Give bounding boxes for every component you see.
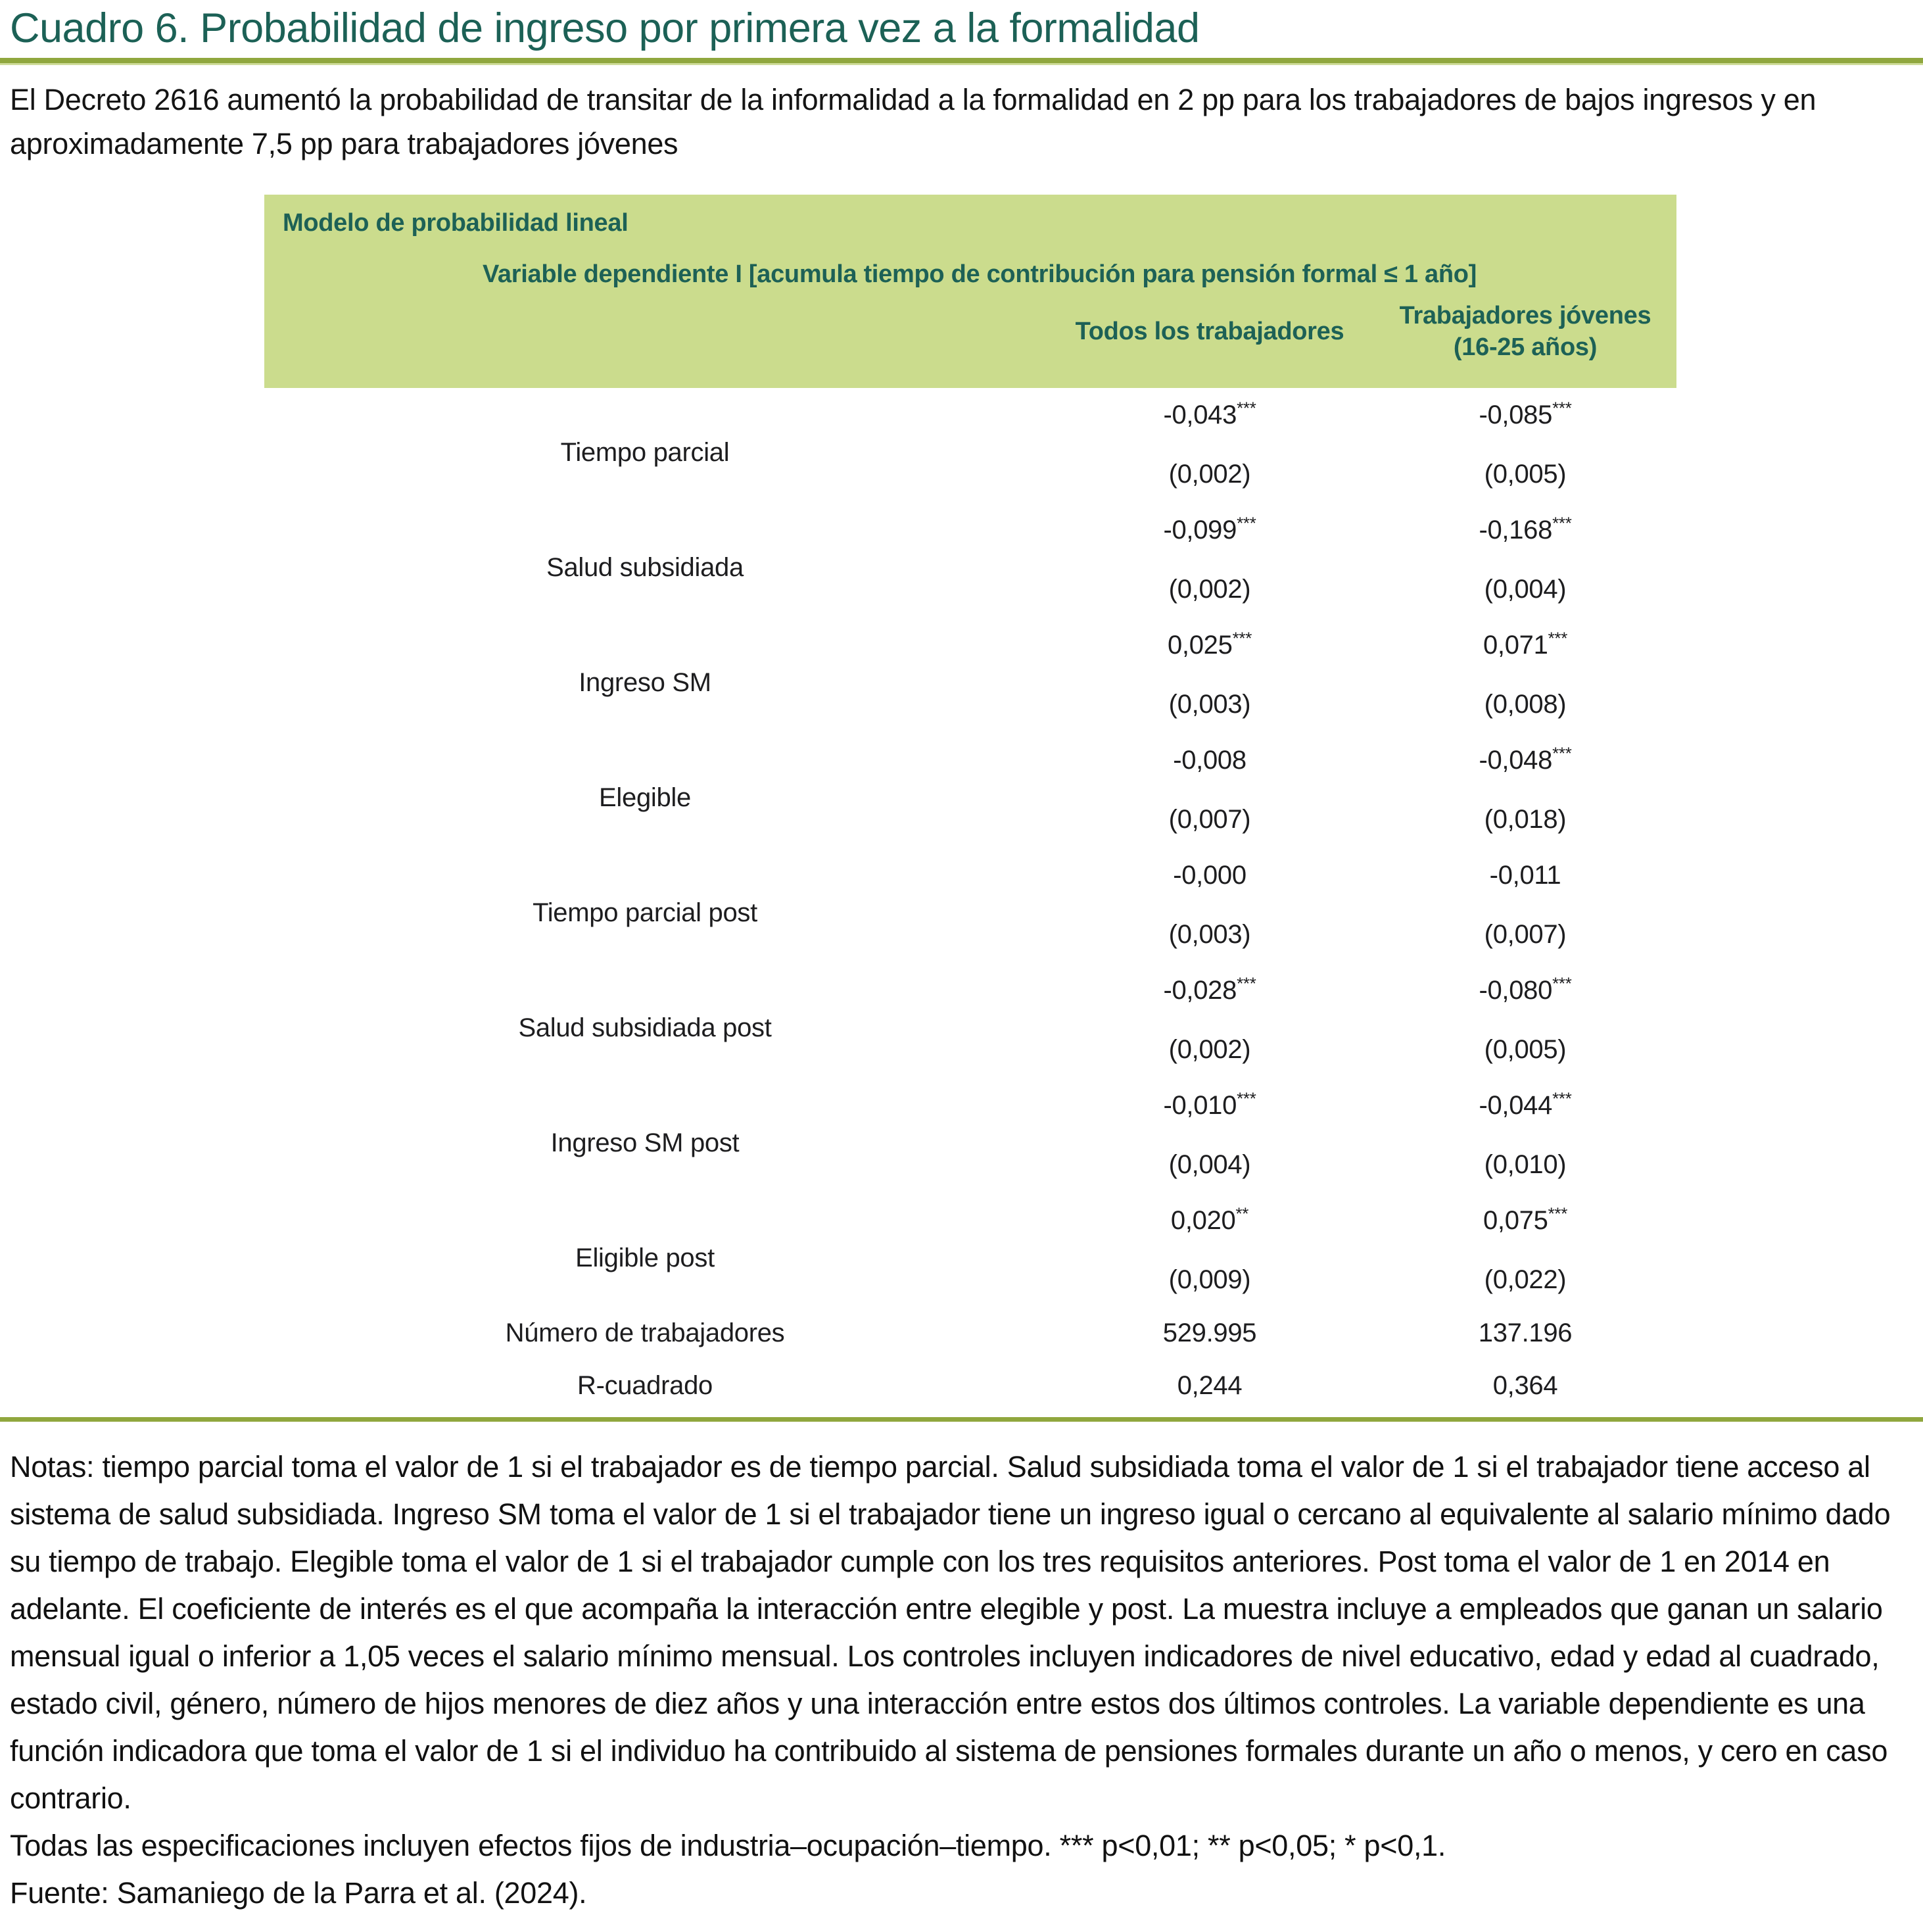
row-label: Salud subsidiada [546, 552, 744, 582]
standard-error: (0,008) [1484, 690, 1567, 719]
table-row [264, 395, 1658, 510]
standard-error: (0,003) [1168, 920, 1251, 949]
coefficient-value: 0,020 [1170, 1206, 1236, 1235]
coefficient-value: -0,010 [1163, 1091, 1237, 1120]
standard-error: (0,002) [1168, 460, 1251, 489]
table-row [264, 740, 1658, 855]
dependent-variable-label: Variable dependiente I [acumula tiempo de contribución para pensión formal ≤ 1 año] [482, 260, 1477, 288]
cell-young-workers: 137.196 [1478, 1318, 1573, 1347]
notes-text: Notas: tiempo parcial toma el valor de 1 si el trabajador es de tiempo parcial. Salud subsidiada toma el valor de 1 si el trabajador tiene acceso al sistema de salud subsidiada. Ingreso SM toma el valor de 1 si el trabajador tiene un ingreso igual o cercano al equivalente al salario mínimo dado su tiempo de trabajo. Elegible toma el valor de 1 si el trabajador cumple con los tres requisitos anteriores. Post toma el valor de 1 en 2014 en adelante. El coeficiente de interés es el que acompaña la interacción entre elegible y post. La muestra incluye a empleados que ganan un salario mensual igual o inferior a 1,05 veces el salario mínimo mensual. Los controles incluyen indicadores de nivel educativo, edad y edad al cuadrado, estado civil, género, número de hijos menores de diez años y una interacción entre estos dos últimos controles. La variable dependiente es una función indicadora que toma el valor de 1 si el individuo ha contribuido al sistema de pensiones formales durante un año o menos, y cero en caso contrario. [10, 1450, 1891, 1815]
standard-error: (0,007) [1168, 805, 1251, 834]
coefficient [1394, 860, 1657, 890]
table-row [264, 1200, 1658, 1315]
cell-young-workers [1394, 855, 1657, 970]
standard-error: (0,009) [1168, 1265, 1251, 1294]
coefficient-value: -0,044 [1479, 1091, 1553, 1120]
coefficient [1394, 745, 1657, 775]
coefficient [1394, 1205, 1657, 1236]
cell-all-workers: 529.995 [1162, 1318, 1257, 1347]
coefficient [1026, 860, 1394, 890]
table-row [264, 510, 1658, 625]
cell-all-workers [1026, 625, 1394, 740]
significance-stars: *** [1552, 1088, 1572, 1109]
row-label: Tiempo parcial [560, 437, 730, 467]
cell-all-workers [1026, 1200, 1394, 1315]
coefficient-value: 0,075 [1483, 1206, 1548, 1235]
significance-stars: *** [1237, 1088, 1256, 1109]
standard-error: (0,010) [1484, 1150, 1567, 1179]
model-label: Modelo de probabilidad lineal [283, 209, 629, 237]
cell-young-workers [1394, 625, 1657, 740]
coefficient-value: -0,011 [1489, 861, 1561, 890]
row-label: Ingreso SM [579, 667, 711, 697]
coefficient-value: -0,099 [1163, 516, 1237, 544]
coefficient [1026, 975, 1394, 1005]
row-label: Eligible post [575, 1243, 715, 1272]
cell-all-workers [1026, 1085, 1394, 1200]
cell-all-workers [1026, 395, 1394, 510]
coefficient [1394, 400, 1657, 430]
standard-error: (0,022) [1484, 1265, 1567, 1294]
summary-row [264, 1315, 1658, 1368]
cell-young-workers: 0,364 [1492, 1371, 1558, 1400]
standard-error: (0,004) [1168, 1150, 1251, 1179]
standard-error: (0,005) [1484, 1035, 1567, 1064]
cell-young-workers [1394, 740, 1657, 855]
standard-error: (0,004) [1484, 575, 1567, 604]
coefficient [1394, 1090, 1657, 1121]
coefficient [1394, 975, 1657, 1005]
row-label: Tiempo parcial post [533, 898, 757, 927]
cell-young-workers [1394, 970, 1657, 1085]
notes-block [10, 1443, 1920, 1917]
coefficient-value: -0,080 [1479, 976, 1553, 1005]
table-row [264, 1085, 1658, 1200]
cell-young-workers [1394, 1200, 1657, 1315]
standard-error: (0,005) [1484, 460, 1567, 489]
source-note: Fuente: Samaniego de la Parra et al. (2024). [10, 1876, 587, 1910]
coefficient-value: -0,000 [1173, 861, 1246, 890]
row-label: Salud subsidiada post [518, 1013, 772, 1042]
coefficient [1026, 515, 1394, 545]
table-header-box [264, 195, 1676, 388]
page-subtitle: El Decreto 2616 aumentó la probabilidad de transitar de la informalidad a la formalidad en 2 pp para los trabajadores de bajos ingresos y en aproximadamente 7,5 pp para trabajadores jóvenes [10, 83, 1816, 160]
standard-error: (0,002) [1168, 575, 1251, 604]
table-bottom-rule [0, 1417, 1923, 1422]
page-title: Cuadro 6. Probabilidad de ingreso por primera vez a la formalidad [10, 5, 1200, 51]
cell-all-workers [1026, 510, 1394, 625]
standard-error: (0,007) [1484, 920, 1567, 949]
cell-all-workers [1026, 855, 1394, 970]
row-label: R-cuadrado [577, 1371, 713, 1400]
coefficient [1026, 630, 1394, 660]
cell-young-workers [1394, 510, 1657, 625]
row-label: Número de trabajadores [505, 1318, 785, 1347]
column-header-row [283, 300, 1676, 363]
column-header-all-workers: Todos los trabajadores [1075, 318, 1344, 345]
coefficient [1026, 1090, 1394, 1121]
standard-error: (0,002) [1168, 1035, 1251, 1064]
coefficient [1026, 1205, 1394, 1236]
row-label: Elegible [599, 783, 691, 812]
cell-all-workers [1026, 970, 1394, 1085]
standard-error: (0,003) [1168, 690, 1251, 719]
cell-all-workers [1026, 740, 1394, 855]
significance-stars: *** [1232, 628, 1252, 648]
coefficient-value: -0,048 [1479, 746, 1553, 775]
significance-stars: *** [1552, 513, 1572, 533]
coefficient [1026, 745, 1394, 775]
coefficient [1026, 400, 1394, 430]
significance-stars: *** [1237, 513, 1256, 533]
significance-stars: *** [1552, 973, 1572, 994]
cell-young-workers [1394, 1085, 1657, 1200]
significance-stars: *** [1237, 398, 1256, 418]
coefficient-value: -0,043 [1163, 400, 1237, 429]
table-body [264, 395, 1658, 1420]
table-row [264, 855, 1658, 970]
title-divider-rule [0, 58, 1923, 65]
significance-stars: *** [1552, 743, 1572, 763]
significance-note: Todas las especificaciones incluyen efectos fijos de industria–ocupación–tiempo. *** p<0,01; ** p<0,05; * p<0,1. [10, 1829, 1446, 1862]
table-row [264, 970, 1658, 1085]
significance-stars: *** [1548, 628, 1568, 648]
table-row [264, 625, 1658, 740]
coefficient-value: -0,085 [1479, 400, 1553, 429]
column-header-young-workers: Trabajadores jóvenes (16-25 años) [1399, 302, 1651, 361]
coefficient [1394, 630, 1657, 660]
summary-row [264, 1368, 1658, 1420]
significance-stars: *** [1548, 1203, 1568, 1224]
coefficient-value: -0,168 [1479, 516, 1553, 544]
significance-stars: *** [1552, 398, 1572, 418]
cell-young-workers [1394, 395, 1657, 510]
cell-all-workers: 0,244 [1177, 1371, 1243, 1400]
coefficient-value: -0,028 [1163, 976, 1237, 1005]
standard-error: (0,018) [1484, 805, 1567, 834]
significance-stars: ** [1235, 1203, 1249, 1224]
row-label: Ingreso SM post [550, 1128, 740, 1157]
significance-stars: *** [1237, 973, 1256, 994]
coefficient-value: -0,008 [1173, 746, 1246, 775]
coefficient-value: 0,025 [1167, 631, 1233, 660]
coefficient-value: 0,071 [1483, 631, 1548, 660]
coefficient [1394, 515, 1657, 545]
